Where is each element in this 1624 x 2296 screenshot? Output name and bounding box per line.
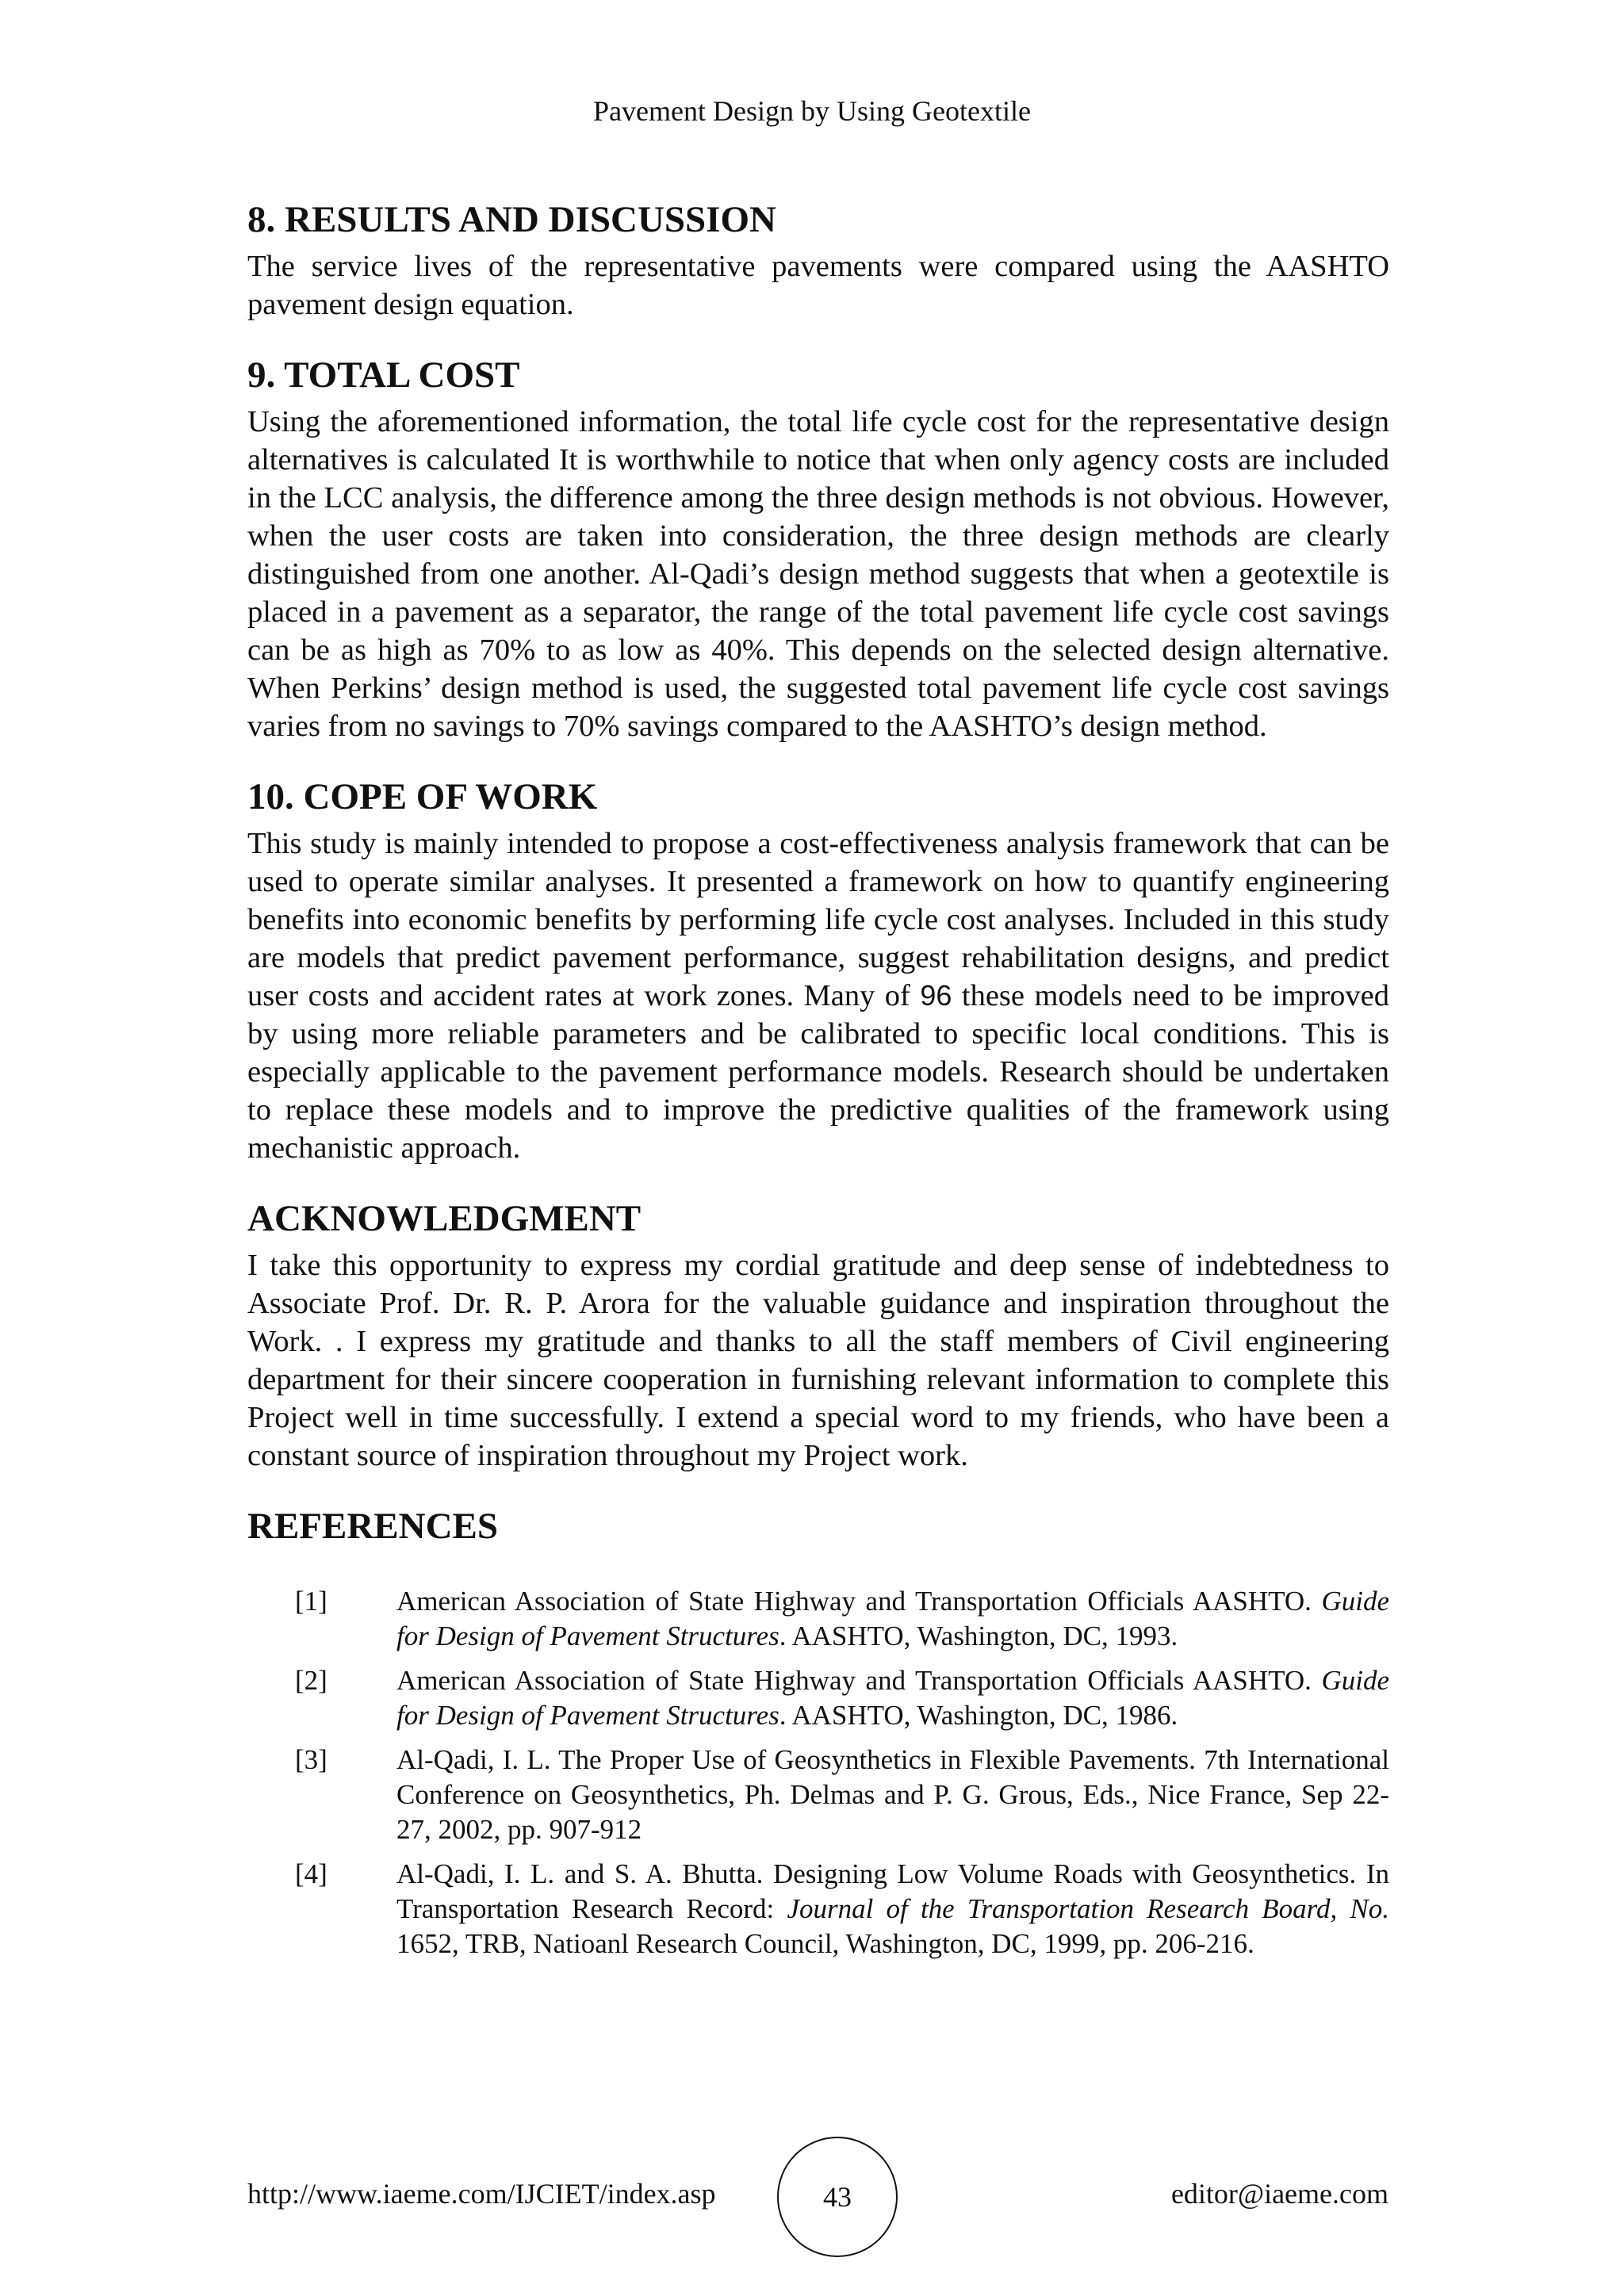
reference-title: Guide for Design of Pavement Structures <box>396 1665 1390 1731</box>
section-title: ACKNOWLEDGMENT <box>247 1198 642 1239</box>
inline-number: 96 <box>920 979 952 1012</box>
body-text-part: This study is mainly intended to propose a cost-effectiveness analysis framework that can be used to operate similar analyses. It presented a framework on how to quantify engineering benefits into economic benefits by performing life cycle cost analyses. Included in this study are models that predict pavement performance, suggest rehabilitation designs, and predict user costs and accident rates at work zones. Many of <box>247 827 1389 1012</box>
reference-list <box>247 1584 1389 1961</box>
page-content <box>247 197 1389 1971</box>
reference-text: Al-Qadi, I. L. The Proper Use of Geosynthetics in Flexible Pavements. 7th International Conference on Geosynthetics, Ph. Delmas and P. G. Grous, Eds., Nice France, Sep 22- 27, 2002, pp. 907-912 <box>396 1744 1389 1845</box>
section-title: 8. RESULTS AND DISCUSSION <box>247 199 776 240</box>
page-number-text: 43 <box>823 2181 852 2213</box>
footer-email[interactable]: editor@iaeme.com <box>1170 2178 1388 2210</box>
reference-text: . AASHTO, Washington, DC, 1986. <box>779 1700 1178 1731</box>
section-body: The service lives of the representative pavements were compared using the AASHTO pavement design equation. <box>247 250 1389 321</box>
section-body: I take this opportunity to express my cordial gratitude and deep sense of indebtedness to Associate Prof. Dr. R. P. Arora for the valuable guidance and inspiration throughout the Work. . I express my gratitude and thanks to all the staff members of Civil engineering department for their sincere cooperation in furnishing relevant information to complete this Project well in time successfully. I extend a special word to my friends, who have been a constant source of inspiration throughout my Project work. <box>247 1249 1389 1472</box>
section-title: 9. TOTAL COST <box>247 354 520 396</box>
reference-title: Guide for Design of Pavement Structures <box>396 1586 1390 1651</box>
section-scope <box>247 774 1389 1167</box>
reference-item <box>247 1584 1389 1654</box>
section-total-cost <box>247 352 1389 745</box>
reference-item <box>247 1663 1389 1733</box>
reference-item <box>247 1743 1389 1847</box>
page-number <box>777 2137 898 2257</box>
reference-title: Journal of the Transportation Research Board, No. <box>787 1893 1390 1924</box>
reference-text: American Association of State Highway and Transportation Officials AASHTO. <box>396 1586 1312 1617</box>
reference-item <box>247 1857 1389 1961</box>
reference-text: American Association of State Highway and Transportation Officials AASHTO. <box>396 1665 1312 1696</box>
section-title: REFERENCES <box>247 1506 499 1547</box>
section-references <box>247 1503 1389 1961</box>
section-title: 10. COPE OF WORK <box>247 776 598 817</box>
running-header: Pavement Design by Using Geotextile <box>593 95 1031 127</box>
reference-text: Al-Qadi, I. L. and S. A. Bhutta. Designing Low Volume Roads with Geosynthetics. In Transportation Research Record: <box>396 1858 1389 1924</box>
reference-number: [1] <box>295 1586 327 1617</box>
body-text-part: these models need to be improved by using more reliable parameters and be calibrated to specific local conditions. This is especially applicable to the pavement performance models. Research should be undertaken to replace these models and to improve the predictive qualities of the framework using mechanistic approach. <box>247 979 1390 1165</box>
section-body: Using the aforementioned information, the total life cycle cost for the representative design alternatives is calculated It is worthwhile to notice that when only agency costs are included in the LCC analysis, the difference among the three design methods is not obvious. However, when the user costs are taken into consideration, the three design methods are clearly distinguished from one another. Al-Qadi’s design method suggests that when a geotextile is placed in a pavement as a separator, the range of the total pavement life cycle cost savings can be as high as 70% to as low as 40%. This depends on the selected design alternative. When Perkins’ design method is used, the suggested total pavement life cycle cost savings varies from no savings to 70% savings compared to the AASHTO’s design method. <box>247 405 1389 743</box>
reference-number: [3] <box>295 1744 327 1775</box>
reference-number: [4] <box>295 1858 327 1889</box>
section-acknowledgment <box>247 1196 1389 1475</box>
reference-text: . AASHTO, Washington, DC, 1993. <box>779 1621 1178 1651</box>
section-body <box>247 825 1389 1167</box>
reference-number: [2] <box>295 1665 327 1696</box>
footer-url[interactable]: http://www.iaeme.com/IJCIET/index.asp <box>247 2178 716 2210</box>
reference-text: 1652, TRB, Natioanl Research Council, Washington, DC, 1999, pp. 206-216. <box>396 1928 1254 1959</box>
section-results <box>247 197 1389 323</box>
